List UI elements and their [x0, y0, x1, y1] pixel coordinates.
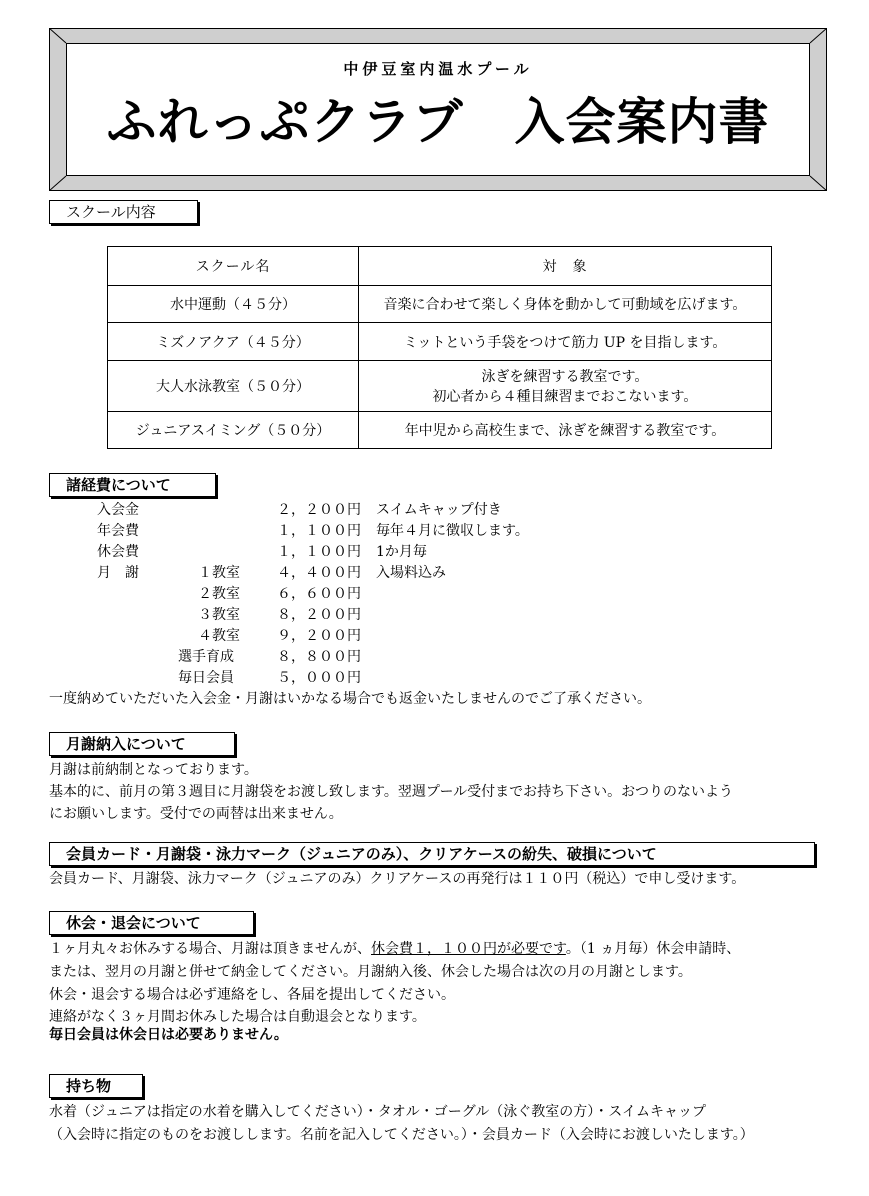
fee-amount: １，１００円 — [277, 523, 361, 539]
school-target-line: 初心者から４種目練習までおこないます。 — [432, 389, 698, 405]
leave-note-bold: 毎日会員は休会日は必要ありません。 — [49, 1027, 288, 1043]
items-line: 水着（ジュニアは指定の水着を購入してください）・タオル・ゴーグル（泳ぐ教室の方）・スイムキャップ — [49, 1104, 707, 1120]
fee-sub: 毎日会員 — [178, 670, 234, 686]
fee-amount: ５，０００円 — [277, 670, 361, 686]
school-target: ミットという手袋をつけて筋力 UP を目指します。 — [359, 323, 772, 361]
fee-sub: 選手育成 — [178, 649, 234, 665]
fee-amount: ８，８００円 — [277, 649, 361, 665]
school-name: ミズノアクア（４５分） — [108, 323, 359, 361]
fee-sub: ２教室 — [198, 586, 240, 602]
fee-note: 入場料込み — [376, 565, 446, 581]
fee-note: 毎年４月に徴収します。 — [376, 523, 529, 539]
fee-amount: ２，２００円 — [277, 502, 361, 518]
fee-sub: ３教室 — [198, 607, 240, 623]
payment-heading: 月謝納入について — [49, 732, 235, 756]
leave-line: 連絡がなく３ヶ月間お休みした場合は自動退会となります。 — [49, 1009, 426, 1025]
fee-note: スイムキャップ付き — [376, 502, 502, 518]
leave-line — [49, 938, 740, 960]
fee-label: 年会費 — [97, 523, 139, 539]
fee-amount: ４，４００円 — [277, 565, 361, 581]
column-header-target: 対 象 — [359, 247, 772, 286]
table-row — [108, 286, 772, 323]
school-target: 年中児から高校生まで、泳ぎを練習する教室です。 — [359, 412, 772, 449]
fee-note: 1か月毎 — [376, 544, 427, 560]
school-target-line: 泳ぎを練習する教室です。 — [481, 369, 649, 385]
leave-line: 休会・退会する場合は必ず連絡をし、各届を提出してください。 — [49, 987, 455, 1003]
payment-line: 月謝は前納制となっております。 — [49, 762, 258, 778]
items-line: （入会時に指定のものをお渡しします。名前を記入してください。）・会員カード（入会時にお渡しいたします。） — [49, 1127, 754, 1143]
fee-sub: ４教室 — [198, 628, 240, 644]
table-row — [108, 412, 772, 449]
table-row — [108, 361, 772, 412]
table-header-row — [108, 247, 772, 286]
fee-amount: １，１００円 — [277, 544, 361, 560]
leave-line-text: 。（1 ヵ月毎）休会申請時、 — [565, 941, 741, 957]
school-target: 音楽に合わせて楽しく身体を動かして可動域を広げます。 — [359, 286, 772, 323]
school-name: 大人水泳教室（５０分） — [108, 361, 359, 412]
leave-fee-underlined: 休会費１，１００円が必要です — [371, 941, 566, 957]
school-name: 水中運動（４５分） — [108, 286, 359, 323]
fee-label: 休会費 — [97, 544, 139, 560]
payment-line: にお願いします。受付での両替は出来ません。 — [49, 806, 343, 822]
leave-line-text: １ヶ月丸々お休みする場合、月謝は頂きませんが、 — [49, 941, 371, 957]
table-row — [108, 323, 772, 361]
school-target — [359, 361, 772, 412]
fees-heading: 諸経費について — [49, 473, 216, 497]
items-heading: 持ち物 — [49, 1074, 143, 1098]
school-name: ジュニアスイミング（５０分） — [108, 412, 359, 449]
column-header-name: スクール名 — [108, 247, 359, 286]
fees-footnote: 一度納めていただいた入会金・月謝はいかなる場合でも返金いたしませんのでご了承ください。 — [49, 691, 651, 707]
facility-name: 中伊豆室内温水プール — [343, 60, 533, 78]
fee-sub: １教室 — [198, 565, 240, 581]
fee-amount: ９，２００円 — [277, 628, 361, 644]
fee-amount: ６，６００円 — [277, 586, 361, 602]
school-table — [107, 246, 772, 449]
leave-heading: 休会・退会について — [49, 911, 254, 935]
card-heading: 会員カード・月謝袋・泳力マーク（ジュニアのみ）、クリアケースの紛失、破損について — [49, 842, 815, 866]
fee-label: 入会金 — [97, 502, 139, 518]
fee-amount: ８，２００円 — [277, 607, 361, 623]
card-text: 会員カード、月謝袋、泳力マーク（ジュニアのみ）クリアケースの再発行は１１０円（税込）で申し受けます。 — [49, 871, 746, 887]
fee-label: 月 謝 — [97, 565, 139, 581]
page-title: ふれっぷクラブ 入会案内書 — [106, 93, 770, 151]
leave-line: または、翌月の月謝と併せて納金してください。月謝納入後、休会した場合は次の月の月謝とします。 — [49, 964, 692, 980]
school-heading: スクール内容 — [49, 200, 198, 224]
payment-line: 基本的に、前月の第３週目に月謝袋をお渡し致します。翌週プール受付までお持ち下さい。おつりのないよう — [49, 784, 734, 800]
